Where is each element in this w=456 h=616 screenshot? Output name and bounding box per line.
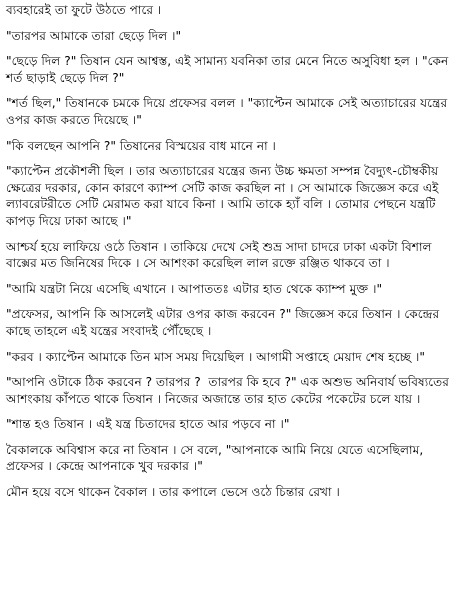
paragraph: মৌন হয়ে বসে থাকেন বৈকাল । তার কপালে ভেসে ওঠে চিন্তার রেখা । [6,485,340,500]
paragraph: বৈকালকে অবিশ্বাস করে না তিষান । সে বলে, "আপনাকে আমি নিয়ে যেতে এসেছিলাম, প্রফেসর । কেন্দ্রে আপনাকে খুব দরকার ।" [6,442,428,474]
paragraph: "তারপর আমাকে তারা ছেড়ে দিল ।" [6,28,182,43]
paragraph: "কি বলছেন আপনি ?" তিষানের বিস্ময়ের বাধ মানে না । [6,138,276,153]
paragraph: "আমি যন্ত্রটা নিয়ে এসেছি এখানে । আপাততঃ এটার হাত থেকে ক্যাম্প মুক্ত ।" [6,281,383,296]
paragraph: ব্যবহারেই তা ফুটে উঠতে পারে । [6,3,162,17]
document-page [6,0,453,501]
paragraph: "করব । ক্যাপ্টেন আমাকে তিন মাস সময় দিয়েছিল । আগামী সপ্তাহে মেয়াদ শেষ হচ্ছে ।" [6,349,425,364]
paragraph: "আপনি ওটাকে ঠিক করবেন ? তারপর ? তারপর কি হবে ?" এক অশুভ অনিবার্য ভবিষ্যতের আশংকায় কাঁপতে থাকে তিষান । নিজের অজান্তে তার হাত কেটের পকেটের চলে যায় । [6,375,453,406]
paragraph: "ছেড়ে দিল ?" তিষান যেন আশ্বস্ত, এই সামান্য যবনিকা তার মেনে নিতে অসুবিধা হল । "কেন শর্ত ছাড়াই ছেড়ে দিল ?" [6,54,453,85]
paragraph: "প্রফেসর, আপনি কি আসলেই এটার ওপর কাজ করবেন ?" জিজ্ঞেস করে তিষান । কেন্দ্রের কাছে তাহলে এই যন্ত্রের সংবাদই পৌঁছেছে । [6,307,444,338]
paragraph: "শান্ত হও তিষান । এই যন্ত্র চিতাদের হাতে আর পড়বে না ।" [6,417,290,432]
paragraph: "শর্ত ছিল," তিষানকে চমকে দিয়ে প্রফেসর বলল । "ক্যাপ্টেন আমাকে সেই অত্যাচারের যন্ত্রের ওপর কাজ করতে দিয়েছে ।" [6,96,452,127]
paragraph: "ক্যাপ্টেন প্রকৌশলী ছিল । তার অত্যাচারের যন্ত্রের জন্য উচ্চ ক্ষমতা সম্পন্ন বৈদ্যুৎ-চৌম্বকীয় ক্ষেত্রের দরকার, কোন কারণে ক্যাম্প সেটি কাজ করছিল না । সে আমাকে জিজ্ঞেস করে এই ল্যাবরেটরীতে সেটি মেরামত করা যাবে কিনা । আমি তাকে হ্যাঁ বলি । তোমার পেছনে যন্ত্রটি কাপড় দিয়ে ঢাকা আছে ।" [6,164,443,228]
paragraph: আশ্চর্য হয়ে লাফিয়ে ওঠে তিষান । তাকিয়ে দেখে সেই শুভ্র সাদা চাদরে ঢাকা একটা বিশাল বাক্সের মত জিনিষের দিকে । সে আশংকা করেছিল লাল রক্তে রঞ্জিত থাকবে তা । [6,239,436,271]
